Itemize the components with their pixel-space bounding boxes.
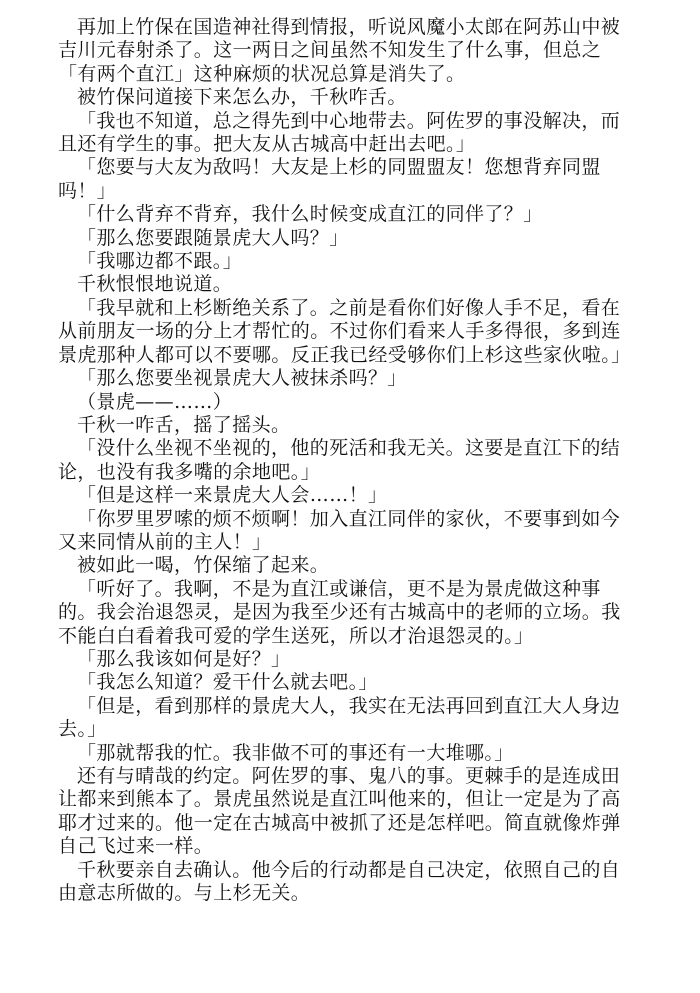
paragraph: 千秋恨恨地说道。	[77, 273, 233, 296]
paragraph: 再加上竹保在国造神社得到情报，听说风魔小太郎在阿苏山中被吉川元春射杀了。这一两日之间虽然不知发生了什么事，但总之「有两个直江」这种麻烦的状况总算是消失了。	[58, 16, 621, 85]
paragraph: 「那么您要跟随景虎大人吗？」	[77, 226, 349, 249]
paragraph: 「您要与大友为敌吗！大友是上杉的同盟盟友！您想背弃同盟吗！」	[58, 156, 601, 202]
paragraph: 千秋要亲自去确认。他今后的行动都是自己决定，依照自己的自由意志所做的。与上杉无关。	[58, 858, 621, 905]
paragraph: 「我怎么知道？爱干什么就去吧。」	[77, 671, 378, 694]
paragraph: 被竹保问道接下来怎么办，千秋咋舌。	[77, 86, 407, 109]
book-page	[58, 16, 634, 905]
paragraph: 「没什么坐视不坐视的，他的死活和我无关。这要是直江下的结论，也没有我多嘴的余地吧。」	[58, 437, 621, 483]
paragraph: 「那就帮我的忙。我非做不可的事还有一大堆哪。」	[77, 741, 514, 764]
paragraph: 被如此一喝，竹保缩了起来。	[77, 554, 330, 577]
paragraph: 「那么我该如何是好？」	[77, 647, 291, 670]
paragraph: 「那么您要坐视景虎大人被抹杀吗？」	[77, 367, 407, 390]
paragraph: 「什么背弃不背弃，我什么时候变成直江的同伴了？」	[77, 203, 543, 226]
paragraph: 还有与晴哉的约定。阿佐罗的事、鬼八的事。更棘手的是连成田让都来到熊本了。景虎虽然说是直江叫他来的，但让一定是为了高耶才过来的。他一定在古城高中被抓了还是怎样吧。简直就像炸弹自己飞过来一样。	[58, 765, 621, 858]
paragraph: 「我哪边都不跟。」	[77, 250, 243, 273]
paragraph: （景虎——……）	[77, 390, 233, 413]
paragraph: 「你罗里罗嗦的烦不烦啊！加入直江同伴的家伙，不要事到如今又来同情从前的主人！」	[58, 507, 621, 553]
paragraph: 「但是这样一来景虎大人会……！」	[77, 484, 388, 507]
paragraph: 「我早就和上杉断绝关系了。之前是看你们好像人手不足，看在从前朋友一场的分上才帮忙的。不过你们看来人手多得很，多到连景虎那种人都可以不要哪。反正我已经受够你们上杉这些家伙啦。」	[58, 296, 631, 366]
paragraph: 千秋一咋舌，摇了摇头。	[77, 413, 291, 436]
paragraph: 「但是，看到那样的景虎大人，我实在无法再回到直江大人身边去。」	[58, 694, 621, 741]
paragraph: 「我也不知道，总之得先到中心地带去。阿佐罗的事没解决，而且还有学生的事。把大友从古城高中赶出去吧。」	[58, 109, 621, 156]
paragraph: 「听好了。我啊，不是为直江或谦信，更不是为景虎做这种事的。我会治退怨灵，是因为我至少还有古城高中的老师的立场。我不能白白看着我可爱的学生送死，所以才治退怨灵的。」	[58, 577, 621, 647]
